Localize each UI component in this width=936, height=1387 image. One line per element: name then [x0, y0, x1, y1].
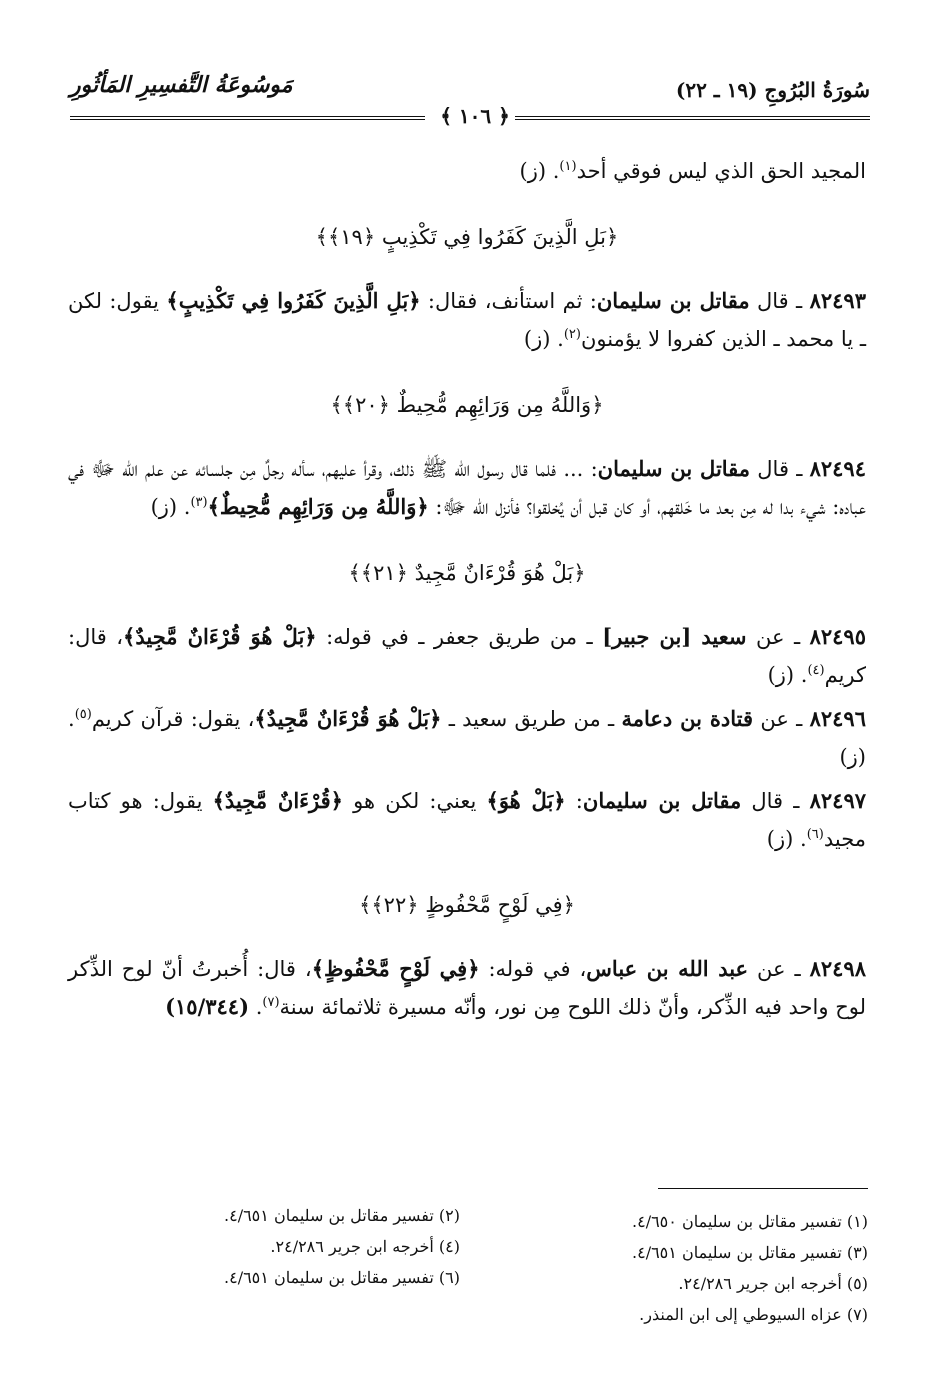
book-title: مَوسُوعَةُ التَّفسِيرِ المَأثُورِ	[70, 72, 293, 98]
footnote-marker: (٣)	[190, 495, 208, 510]
page-number: ﴿ ١٠٦ ﴾	[440, 104, 510, 128]
quranic-quote: ﴿بَلْ هُوَ﴾	[486, 788, 566, 813]
footnote-3: (٣) تفسير مقاتل بن سليمان ٤/٦٥١.	[632, 1243, 868, 1262]
verse-heading-20: ﴿وَاللَّهُ مِن وَرَائِهِم مُّحِيطٌ ﴿٢٠﴾﴾	[330, 393, 604, 417]
footnote-5: (٥) أخرجه ابن جرير ٢٤/٢٨٦.	[678, 1274, 868, 1293]
footnote-2: (٢) تفسير مقاتل بن سليمان ٤/٦٥١.	[224, 1206, 460, 1225]
quranic-quote: ﴿قُرْءَانٌ مَّجِيدٌ﴾	[212, 788, 343, 813]
footnote-marker: (٢)	[563, 327, 581, 342]
narrator-name: قتادة بن دعامة	[621, 706, 754, 731]
footnote-1: (١) تفسير مقاتل بن سليمان ٤/٦٥٠.	[632, 1212, 868, 1231]
quranic-quote: ﴿بَلِ الَّذِينَ كَفَرُوا فِي تَكْذِيبٍ﴾	[166, 288, 421, 313]
header-rule-right	[515, 116, 870, 120]
narrator-name: مقاتل بن سليمان	[582, 788, 742, 813]
footnotes-odd	[508, 1206, 868, 1330]
narration-number: ٨٢٤٩٥	[809, 624, 866, 649]
narration-82495: ٨٢٤٩٥ ـ عن سعيد [بن جبير] ـ من طريق جعفر ـ في قوله: ﴿بَلْ هُوَ قُرْءَانٌ مَّجِيدٌ﴾، قال: كريم$^{(٤)}$. (ز)	[68, 624, 866, 687]
narration-number: ٨٢٤٩٧	[809, 788, 867, 813]
footnote-marker: (٦)	[806, 827, 824, 842]
quranic-quote: ﴿بَلْ هُوَ قُرْءَانٌ مَّجِيدٌ﴾	[254, 706, 442, 731]
footnote-marker: (٤)	[807, 663, 825, 678]
narration-number: ٨٢٤٩٤	[809, 456, 866, 481]
footnote-7: (٧) عزاه السيوطي إلى ابن المنذر.	[639, 1305, 868, 1324]
narration-82494: ٨٢٤٩٤ ـ قال مقاتل بن سليمان: ... فلما قال رسول الله ﷺ ذلك، وقرأ عليهم، سأله رجلٌ مِن جلسائه عن علم الله ﷻ في عباده: شيء بدا له مِن بعد ما خَلقهم، أو كان قبل أن يُخلقوا؟ فأنزل الله ﷻ: ﴿وَاللَّهُ مِن وَرَائِهِم مُّحِيطٌ﴾$^{(٣)}$. (ز)	[68, 456, 866, 519]
narration-82496: ٨٢٤٩٦ ـ عن قتادة بن دعامة ـ من طريق سعيد ـ ﴿بَلْ هُوَ قُرْءَانٌ مَّجِيدٌ﴾، يقول: قرآن كريم$^{(٥)}$. (ز)	[68, 706, 866, 769]
header-rule-left	[70, 116, 425, 120]
footnote-marker: (٧)	[262, 995, 280, 1010]
volume-reference: (١٥/٣٤٤)	[165, 994, 250, 1019]
verse-heading-19: ﴿بَلِ الَّذِينَ كَفَرُوا فِي تَكْذِيبٍ ﴿١٩﴾﴾	[315, 225, 619, 249]
verse-heading-22: ﴿فِي لَوْحٍ مَّحْفُوظٍ ﴿٢٢﴾﴾	[359, 893, 575, 917]
footnote-6: (٦) تفسير مقاتل بن سليمان ٤/٦٥١.	[224, 1268, 460, 1287]
quranic-quote: ﴿وَاللَّهُ مِن وَرَائِهِم مُّحِيطٌ﴾	[207, 494, 429, 519]
footnote-marker: (٥)	[74, 707, 92, 722]
narration-number: ٨٢٤٩٦	[809, 706, 866, 731]
footnote-divider	[658, 1188, 868, 1189]
narrator-name: مقاتل بن سليمان	[597, 456, 751, 481]
intro-paragraph: المجيد الحق الذي ليس فوقي أحد$^{(١)}$. (ز)	[519, 159, 866, 183]
footnote-4: (٤) أخرجه ابن جرير ٢٤/٢٨٦.	[270, 1237, 460, 1256]
footnotes-even	[130, 1200, 460, 1293]
quranic-quote: ﴿فِي لَوْحٍ مَّحْفُوظٍ﴾	[311, 956, 480, 981]
narrator-name: عبد الله بن عباس	[586, 956, 749, 981]
page-body	[68, 152, 866, 1032]
narration-number: ٨٢٤٩٨	[809, 956, 866, 981]
narrator-name: سعيد [بن جبير]	[602, 624, 747, 649]
quranic-quote: ﴿بَلْ هُوَ قُرْءَانٌ مَّجِيدٌ﴾	[123, 624, 317, 649]
narration-82498: ٨٢٤٩٨ ـ عن عبد الله بن عباس، في قوله: ﴿فِي لَوْحٍ مَّحْفُوظٍ﴾، قال: أُخبرتُ أنّ لوح الذِّكر لوح واحد فيه الذِّكر، وأنّ ذلك اللوح مِن نور، وأنّه مسيرة ثلاثمائة سنة$^{(٧)}$. (١٥/٣٤٤)	[68, 956, 866, 1019]
narration-number: ٨٢٤٩٣	[809, 288, 866, 313]
verse-heading-21: ﴿بَلْ هُوَ قُرْءَانٌ مَّجِيدٌ ﴿٢١﴾﴾	[348, 561, 586, 585]
narration-82493: ٨٢٤٩٣ ـ قال مقاتل بن سليمان: ثم استأنف، فقال: ﴿بَلِ الَّذِينَ كَفَرُوا فِي تَكْذِيبٍ﴾ يقول: لكن ـ يا محمد ـ الذين كفروا لا يؤمنون$^{(٢)}$. (ز)	[68, 288, 866, 351]
surah-info: سُورَةُ البُرُوجِ (١٩ ـ ٢٢)	[675, 78, 870, 102]
footnote-marker: (١)	[559, 159, 577, 174]
page-header	[70, 72, 870, 128]
narrator-name: مقاتل بن سليمان	[596, 288, 750, 313]
narration-82497: ٨٢٤٩٧ ـ قال مقاتل بن سليمان: ﴿بَلْ هُوَ﴾ يعني: لكن هو ﴿قُرْءَانٌ مَّجِيدٌ﴾ يقول: هو كتاب مجيد$^{(٦)}$. (ز)	[68, 788, 867, 851]
